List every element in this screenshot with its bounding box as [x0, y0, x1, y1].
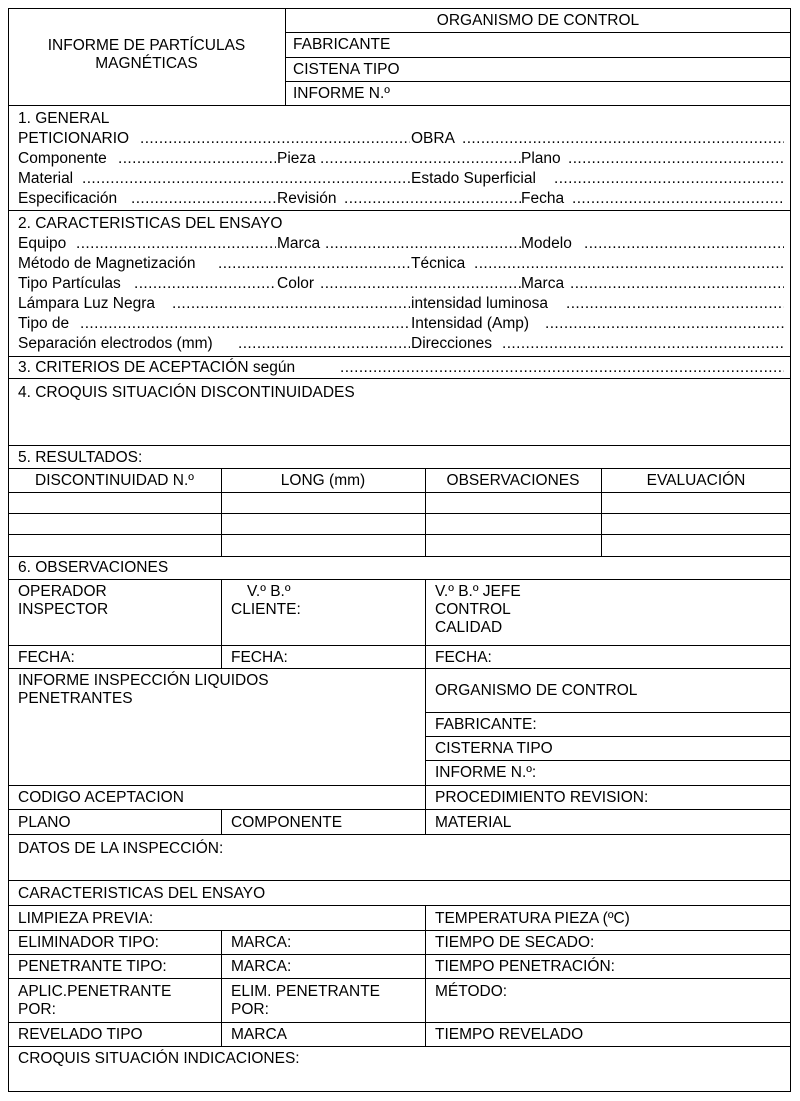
lp-fabricante: FABRICANTE:	[435, 716, 537, 733]
croquis-discontinuidades-area[interactable]	[9, 402, 790, 444]
lp-tiempo-secado: TIEMPO DE SECADO:	[435, 934, 595, 951]
field-lampara[interactable]	[172, 295, 410, 313]
section-6-title: 6. OBSERVACIONES	[18, 559, 169, 576]
label-componente: Componente	[18, 150, 107, 167]
lp-caracteristicas-ensayo: CARACTERISTICAS DEL ENSAYO	[18, 885, 266, 902]
header-informe: INFORME N.º	[293, 85, 390, 102]
lp-codigo-aceptacion: CODIGO ACEPTACION	[18, 789, 184, 806]
label-marca: Marca	[277, 235, 321, 252]
field-tecnica[interactable]	[474, 255, 784, 273]
label-marca-particulas: Marca	[521, 275, 565, 292]
lp-material: MATERIAL	[435, 814, 512, 831]
label-tipo-particulas: Tipo Partículas	[18, 275, 121, 292]
field-direcciones[interactable]	[502, 335, 784, 353]
field-pieza[interactable]	[320, 150, 521, 168]
col-evaluacion: EVALUACIÓN	[646, 472, 746, 489]
label-material: Material	[18, 170, 74, 187]
label-tecnica: Técnica	[411, 255, 466, 272]
field-fecha[interactable]	[572, 190, 784, 208]
fecha-cliente: FECHA:	[231, 649, 288, 666]
lp-metodo: MÉTODO:	[435, 983, 508, 1000]
header-organismo: ORGANISMO DE CONTROL	[436, 12, 640, 29]
lp-tiempo-penetracion: TIEMPO PENETRACIÓN:	[435, 958, 615, 975]
label-plano: Plano	[521, 150, 561, 167]
label-pieza: Pieza	[277, 150, 316, 167]
lp-penetrante-tipo: PENETRANTE TIPO:	[18, 958, 167, 975]
label-obra: OBRA	[411, 130, 455, 147]
field-revision[interactable]	[344, 190, 521, 208]
label-intensidad-luminosa: intensidad luminosa	[411, 295, 549, 312]
label-estado-superficial: Estado Superficial	[411, 170, 536, 187]
lp-eliminador-marca: MARCA:	[231, 934, 292, 951]
vb-cliente-label: V.º B.º CLIENTE:	[231, 583, 301, 618]
lp-limpieza-previa: LIMPIEZA PREVIA:	[18, 910, 154, 927]
field-intensidad-luminosa[interactable]	[566, 295, 784, 313]
lp-aplic-penetrante: APLIC.PENETRANTE POR:	[18, 983, 172, 1018]
fecha-jefe: FECHA:	[435, 649, 492, 666]
field-separacion-electrodos[interactable]	[238, 335, 410, 353]
label-metodo-magnetizacion: Método de Magnetización	[18, 255, 196, 272]
field-intensidad-amp[interactable]	[545, 315, 784, 333]
label-tipo-de: Tipo de	[18, 315, 70, 332]
field-tipo-de[interactable]	[80, 315, 410, 333]
label-especificacion: Especificación	[18, 190, 118, 207]
header-cistena: CISTENA TIPO	[293, 61, 400, 78]
lp-datos-inspeccion: DATOS DE LA INSPECCIÓN:	[18, 840, 224, 857]
section-5-title: 5. RESULTADOS:	[18, 449, 143, 466]
field-plano[interactable]	[568, 150, 784, 168]
field-equipo[interactable]	[76, 235, 276, 253]
field-marca-particulas[interactable]	[570, 275, 784, 293]
label-lampara: Lámpara Luz Negra	[18, 295, 155, 312]
section-1-title: 1. GENERAL	[18, 110, 110, 127]
lp-revelado-tipo: REVELADO TIPO	[18, 1026, 143, 1043]
form-title: INFORME DE PARTÍCULAS MAGNÉTICAS	[47, 37, 246, 72]
col-discontinuidad: DISCONTINUIDAD N.º	[35, 472, 194, 489]
col-long: LONG (mm)	[280, 472, 366, 489]
operador-inspector-label: OPERADOR INSPECTOR	[18, 583, 109, 618]
col-observaciones: OBSERVACIONES	[446, 472, 580, 489]
label-revision: Revisión	[277, 190, 337, 207]
field-tipo-particulas[interactable]	[134, 275, 276, 293]
label-direcciones: Direcciones	[411, 335, 492, 352]
label-intensidad-amp: Intensidad (Amp)	[411, 315, 530, 332]
lp-componente: COMPONENTE	[231, 814, 343, 831]
field-metodo-magnetizacion[interactable]	[218, 255, 410, 273]
table-row[interactable]	[9, 535, 790, 555]
field-criterios-aceptacion[interactable]	[340, 359, 784, 377]
lp-temperatura-pieza: TEMPERATURA PIEZA (ºC)	[435, 910, 630, 927]
lp-revelado-marca: MARCA	[231, 1026, 287, 1043]
field-componente[interactable]	[118, 150, 276, 168]
lp-elim-penetrante: ELIM. PENETRANTE POR:	[231, 983, 380, 1018]
section-2-title: 2. CARACTERISTICAS DEL ENSAYO	[18, 215, 283, 232]
field-color[interactable]	[320, 275, 521, 293]
lp-cisterna: CISTERNA TIPO	[435, 740, 553, 757]
section-3-title: 3. CRITERIOS DE ACEPTACIÓN según	[18, 359, 296, 376]
lp-tiempo-revelado: TIEMPO REVELADO	[435, 1026, 584, 1043]
label-fecha: Fecha	[521, 190, 565, 207]
fecha-operador: FECHA:	[18, 649, 75, 666]
label-equipo: Equipo	[18, 235, 67, 252]
field-obra[interactable]	[462, 130, 784, 148]
croquis-indicaciones-area[interactable]	[9, 1068, 790, 1090]
lp-croquis-indicaciones: CROQUIS SITUACIÓN INDICACIONES:	[18, 1050, 300, 1067]
label-color: Color	[277, 275, 315, 292]
table-row[interactable]	[9, 493, 790, 513]
header-fabricante: FABRICANTE	[293, 36, 391, 53]
table-row[interactable]	[9, 514, 790, 534]
lp-organismo: ORGANISMO DE CONTROL	[435, 682, 638, 699]
field-material[interactable]	[82, 170, 410, 188]
lp-procedimiento-revision: PROCEDIMIENTO REVISION:	[435, 789, 649, 806]
lp-informe: INFORME N.º:	[435, 764, 537, 781]
vb-jefe-control-label: V.º B.º JEFE CONTROL CALIDAD	[435, 583, 521, 636]
label-peticionario: PETICIONARIO	[18, 130, 130, 147]
lp-plano: PLANO	[18, 814, 71, 831]
section-4-title: 4. CROQUIS SITUACIÓN DISCONTINUIDADES	[18, 384, 355, 401]
lp-title: INFORME INSPECCIÓN LIQUIDOS PENETRANTES	[18, 672, 269, 707]
field-peticionario[interactable]	[140, 130, 410, 148]
field-especificacion[interactable]	[131, 190, 276, 208]
field-modelo[interactable]	[584, 235, 784, 253]
lp-penetrante-marca: MARCA:	[231, 958, 292, 975]
label-modelo: Modelo	[521, 235, 572, 252]
lp-eliminador-tipo: ELIMINADOR TIPO:	[18, 934, 159, 951]
field-estado-superficial[interactable]	[554, 170, 784, 188]
label-separacion-electrodos: Separación electrodos (mm)	[18, 335, 213, 352]
field-marca[interactable]	[325, 235, 521, 253]
